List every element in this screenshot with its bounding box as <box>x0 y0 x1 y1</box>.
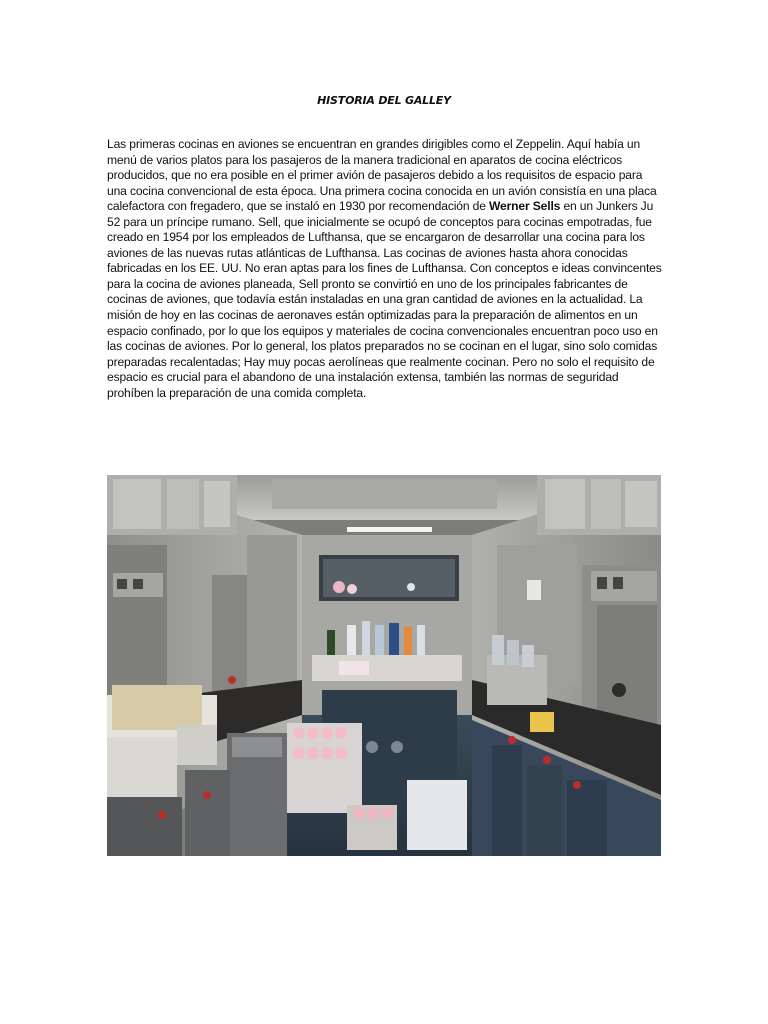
paragraph-bold-name: Werner Sells <box>488 199 561 214</box>
paragraph-text-end: en un Junkers Ju 52 para un príncipe rumano. Sell, que inicialmente se ocupó de conceptos para cocinas empotradas, fue creado en 1954 por los empleados de Lufthansa, que se encargaron de desarrollar una cocina para los aviones de las nuevas rutas atlánticas de Lufthansa. Las cocinas de aviones hasta ahora conocidas fabricadas en los EE. UU. No eran aptas para los fines de Lufthansa. Con conceptos e ideas convincentes para la cocina de aviones planeada, Sell pronto se convirtió en uno de los principales fabricantes de cocinas de aviones, que todavía están instaladas en una gran cantidad de aviones en la actualidad. La misión de hoy en las cocinas de aeronaves están optimizadas para la preparación de alimentos en un espacio confinado, por lo que los equipos y materiales de cocina convencionales encuentran poco uso en las cocinas de aviones. Por lo general, los platos preparados no se cocinan en el lugar, sino solo comidas preparadas recalentadas; Hay muy pocas aerolíneas que realmente cocinan. Pero no solo el requisito de espacio es crucial para el abandono de una instalación extensa, también las normas de seguridad prohíben la preparación de una comida completa. <box>107 199 662 400</box>
document-title: HISTORIA DEL GALLEY <box>317 94 451 107</box>
galley-photo-illustration <box>107 475 661 856</box>
body-paragraph <box>107 137 663 401</box>
paragraph-text-start: Las primeras cocinas en aviones se encuentran en grandes dirigibles como el Zeppelin. Aquí había un menú de varios platos para los pasajeros de la manera tradicional en aparatos de cocina eléctricos producidos, que no era posible en el primer avión de pasajeros debido a los requisitos de espacio para una cocina convencional de esta época. Una primera cocina conocida en un avión consistía en una placa calefactora con fregadero, que se instaló en 1930 por recomendación de <box>107 137 657 214</box>
galley-photo <box>107 475 661 856</box>
